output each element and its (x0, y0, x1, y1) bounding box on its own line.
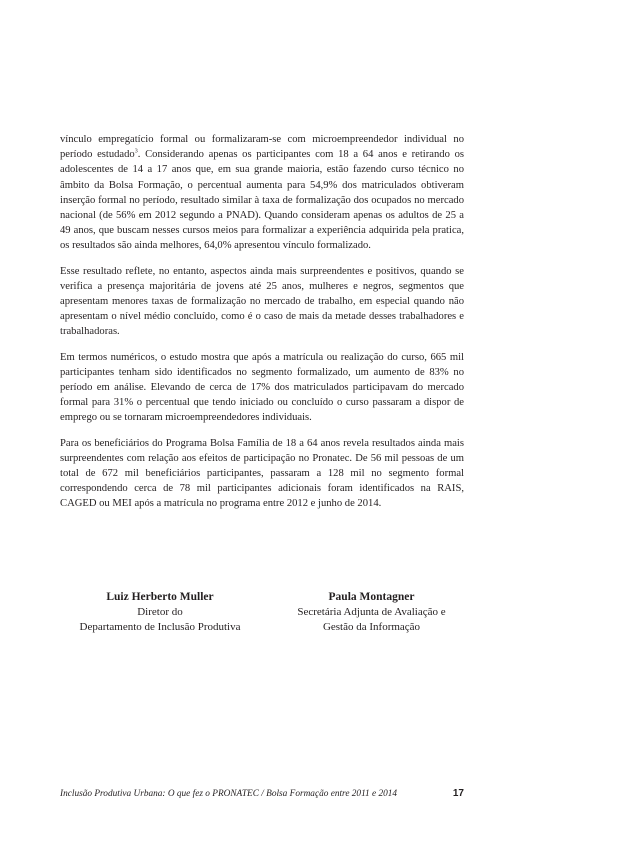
footnote-marker: 3 (134, 148, 138, 155)
body-text (60, 132, 464, 522)
paragraph-4: Para os beneficiários do Programa Bolsa Família de 18 a 64 anos revela resultados ainda mais surpreendentes com relação aos efeitos de participação no Pronatec. De 56 mil pessoas de um total de 672 mil beneficiários participantes, passaram a 128 mil no segmento formal correspondendo cerca de 78 mil participantes adicionais foram identificados na RAIS, CAGED ou MEI após a matrícula no programa entre 2012 e junho de 2014. (60, 437, 464, 510)
signature-left (60, 590, 260, 635)
signatory-name: Luiz Herberto Muller (106, 591, 214, 603)
signatory-department: Departamento de Inclusão Produtiva (79, 621, 241, 633)
paragraph-1 (60, 132, 464, 254)
page-number: 17 (452, 788, 464, 799)
signatory-name: Paula Montagner (328, 591, 415, 603)
signatory-role: Diretor do (137, 606, 183, 618)
paragraph-3: Em termos numéricos, o estudo mostra que após a matrícula ou realização do curso, 665 mil participantes tenham sido identificados no segmento formalizado, um aumento de 83% no período em análise. Elevando de cerca de 17% dos matriculados participavam do mercado formal para 31% o percentual que tendo iniciado ou concluído o curso passaram a dispor de emprego ou se tornaram microempreendedores individuais. (60, 351, 464, 424)
signatory-role: Secretária Adjunta de Avaliação e (297, 606, 446, 618)
page-footer (60, 788, 464, 799)
paragraph-1-end: . Considerando apenas os participantes com 18 a 64 anos e retirando os adolescentes de 14 a 17 anos que, em sua grande maioria, estão fazendo curso técnico no âmbito da Bolsa Formação, o percentual aumenta para 54,9% dos matriculados obtiveram inserção formal no período, resultado similar à taxa de formalização dos ocupados no mercado nacional (de 56% em 2012 segundo a PNAD). Quando consideram apenas os adultos de 25 a 49 anos, que buscam nesses cursos meios para formalizar a experiência adquirida pela pratica, os resultados são ainda melhores, 64,0% apresentou vínculo formalizado. (60, 149, 464, 252)
footer-title: Inclusão Produtiva Urbana: O que fez o PRONATEC / Bolsa Formação entre 2011 e 2014 (60, 789, 398, 799)
signature-right (279, 590, 464, 635)
signatures (60, 590, 464, 635)
paragraph-2: Esse resultado reflete, no entanto, aspectos ainda mais surpreendentes e positivos, quando se verifica a presença majoritária de jovens até 25 anos, mulheres e negros, segmentos que apresentam menores taxas de formalização no mercado de trabalho, em especial quando não apresentam o nível médio concluído, como é o caso de mais da metade desses trabalhadores e trabalhadoras. (60, 265, 464, 338)
paragraph-1-start: vínculo empregatício formal ou formalizaram-se com microempreendedor individual no período estudado (60, 134, 464, 161)
signatory-department: Gestão da Informação (322, 621, 421, 633)
